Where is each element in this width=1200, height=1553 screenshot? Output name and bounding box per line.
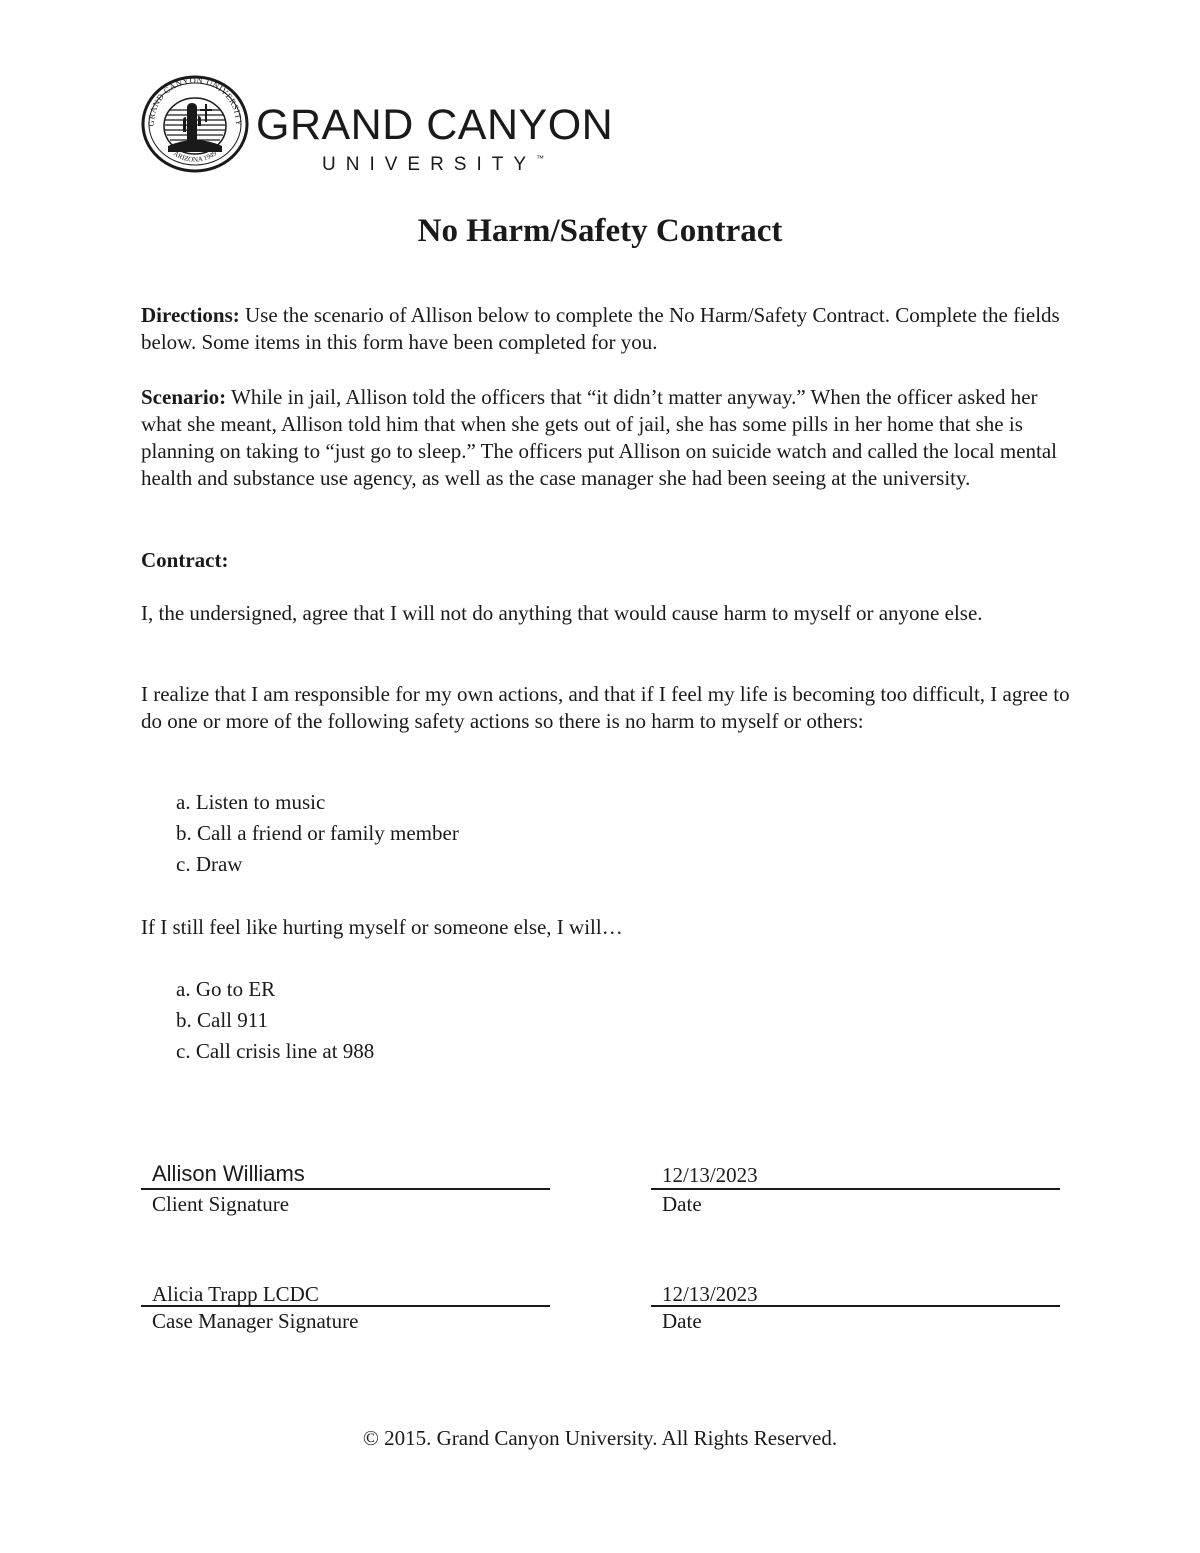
list-item: c. Call crisis line at 988 [176, 1039, 375, 1063]
client-signature-value: Allison Williams [152, 1161, 305, 1186]
case-manager-signature-line [141, 1305, 550, 1307]
directions-paragraph [141, 302, 1071, 356]
scenario-paragraph [141, 384, 1071, 492]
case-manager-date-value: 12/13/2023 [662, 1282, 758, 1306]
contract-responsibility-text: I realize that I am responsible for my own actions, and that if I feel my life is becoming too difficult, I agree to do one or more of the following safety actions so there is no harm to myself or others: [141, 682, 1070, 733]
svg-text:ARIZONA 1949: ARIZONA 1949 [171, 149, 219, 164]
case-manager-signature-value: Alicia Trapp LCDC [152, 1282, 319, 1306]
directions-text: Use the scenario of Allison below to complete the No Harm/Safety Contract. Complete the fields below. Some items in this form have been completed for you. [141, 303, 1060, 354]
list-item: a. Listen to music [176, 790, 326, 814]
case-manager-date-label: Date [662, 1309, 702, 1333]
case-manager-signature-label: Case Manager Signature [152, 1309, 359, 1333]
client-date-value: 12/13/2023 [662, 1163, 758, 1187]
list-item: c. Draw [176, 852, 243, 876]
client-date-label: Date [662, 1192, 702, 1216]
list-item: b. Call a friend or family member [176, 821, 459, 845]
logo-wordmark-name: GRAND CANYON [256, 101, 614, 149]
safety-actions-list [176, 787, 459, 880]
svg-text:GRAND CANYON UNIVERSITY: GRAND CANYON UNIVERSITY [145, 74, 245, 127]
scenario-label: Scenario: [141, 385, 227, 409]
emergency-actions-list [176, 974, 374, 1067]
contract-heading: Contract: [141, 548, 229, 572]
page-title: No Harm/Safety Contract [417, 213, 783, 249]
list-item: b. Call 911 [176, 1008, 268, 1032]
directions-label: Directions: [141, 303, 240, 327]
client-signature-label: Client Signature [152, 1192, 290, 1216]
contract-agreement-text: I, the undersigned, agree that I will not do anything that would cause harm to myself or anyone else. [141, 601, 983, 625]
university-seal-logo [140, 74, 250, 174]
list-item: a. Go to ER [176, 977, 276, 1001]
scenario-text: While in jail, Allison told the officers that “it didn’t matter anyway.” When the officer asked her what she meant, Allison told him that when she gets out of jail, she has some pills in her home that she is planning on taking to “just go to sleep.” The officers put Allison on suicide watch and called the local mental health and substance use agency, as well as the case manager she had been seeing at the university. [141, 385, 1058, 490]
copyright-footer: © 2015. Grand Canyon University. All Rights Reserved. [362, 1426, 838, 1450]
client-date-line [651, 1188, 1060, 1190]
escalation-text: If I still feel like hurting myself or someone else, I will… [141, 915, 623, 939]
case-manager-date-line [651, 1305, 1060, 1307]
logo-wordmark-subtitle: UNIVERSITY™ [322, 154, 545, 175]
client-signature-line [141, 1188, 550, 1190]
